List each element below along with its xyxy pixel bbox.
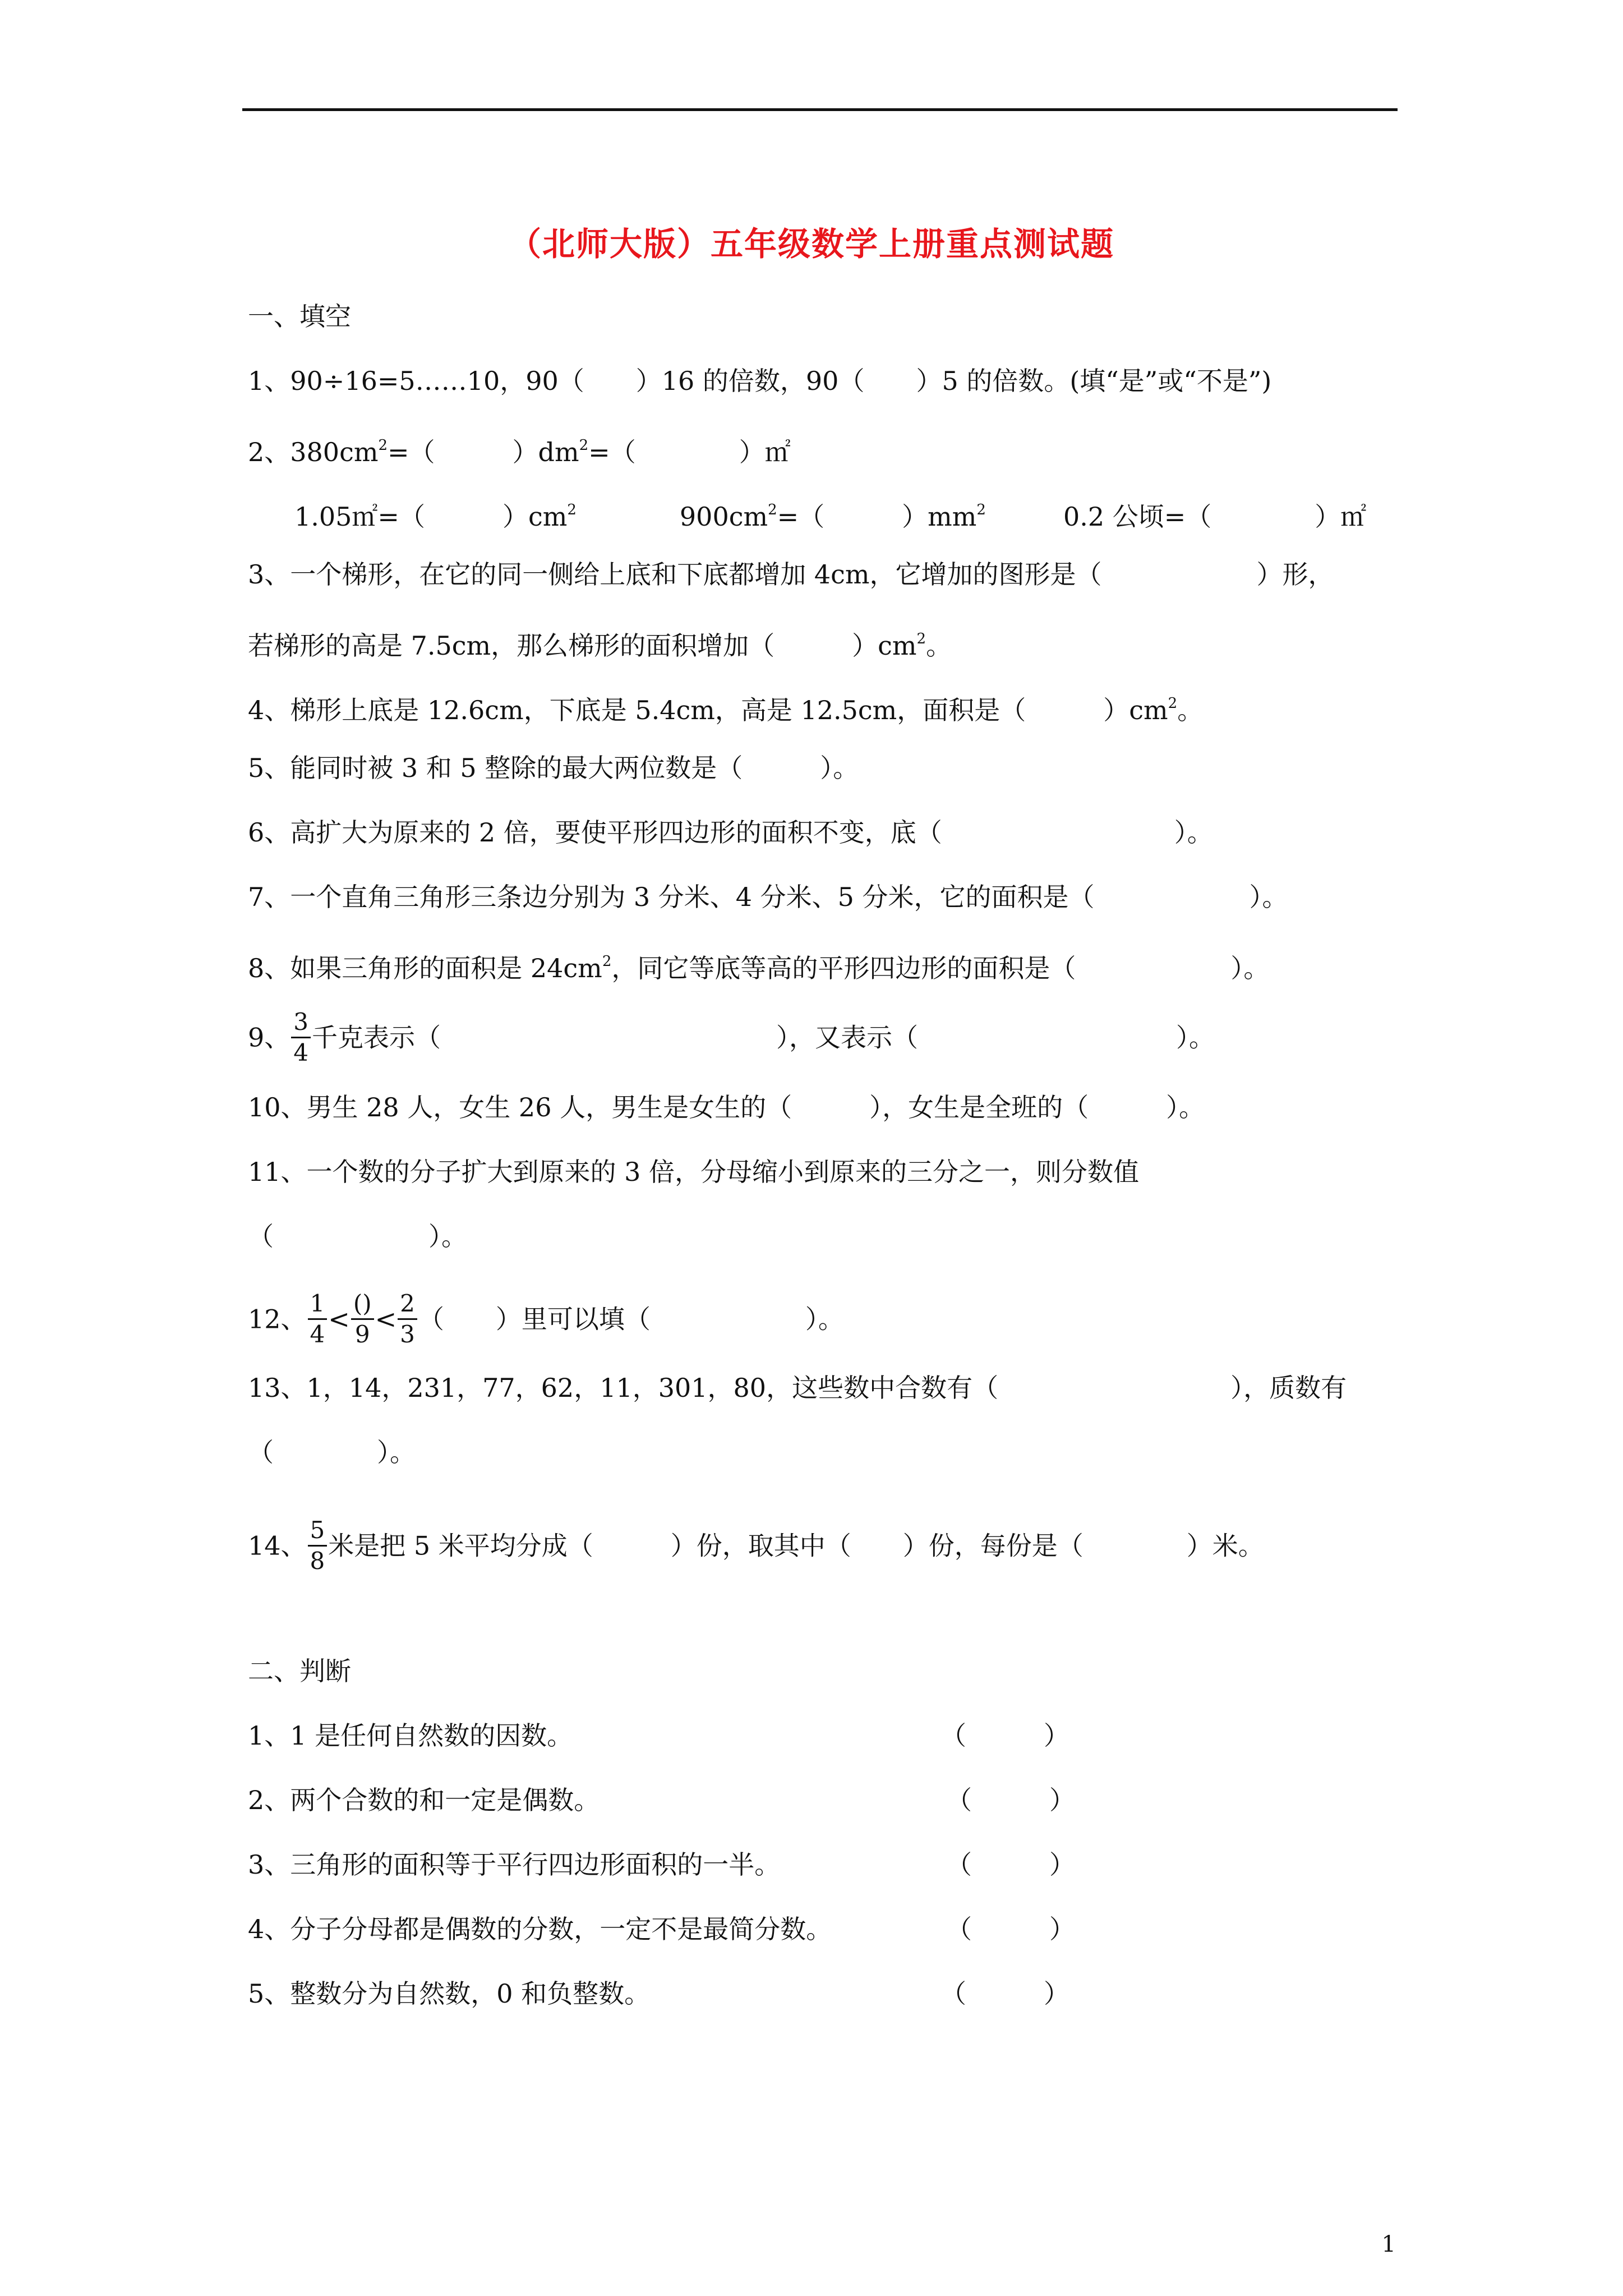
question-11-line-1: 11、一个数的分子扩大到原来的 3 倍，分母缩小到原来的三分之一，则分数值: [248, 1157, 1140, 1187]
question-5: 5、能同时被 3 和 5 整除的最大两位数是（ ）。: [248, 753, 859, 783]
question-9: 9、 $\frac{3}{4}$ 千克表示（ ），又表示（ ）。: [248, 1008, 1215, 1066]
question-14: 14、 $\frac{5}{8}$ 米是把 5 米平均分成（ ）份，取其中（ ）份，每份是（ ）米。: [248, 1516, 1264, 1575]
question-12: 12、 $\frac{1}{4}$ < $\frac{()}{9}$ < $\frac{2}{3}$ （ ）里可以填（ ）。: [248, 1290, 844, 1348]
judge-item-4: 4、分子分母都是偶数的分数，一定不是最简分数。 （ ）: [248, 1914, 1075, 1944]
section-2-heading: 二、判断: [248, 1656, 351, 1686]
question-6: 6、高扩大为原来的 2 倍，要使平形四边形的面积不变，底（ ）。: [248, 817, 1213, 848]
answer-paren: （ ）: [940, 1978, 1069, 2009]
fraction-2-3: $\frac{2}{3}$: [398, 1289, 417, 1349]
answer-paren: （ ）: [946, 1914, 1075, 1944]
page-number: 1: [1381, 2231, 1396, 2257]
question-2-line-1: 2、$380cm^2=$（ ）$dm^2=$（ ）㎡: [248, 437, 791, 467]
answer-paren: （ ）: [946, 1785, 1075, 1815]
question-13-line-1: 13、1，14，231，77，62，11，301，80，这些数中合数有（ ），质数有: [248, 1373, 1347, 1403]
question-2-line-2: 1.05㎡=（ ）$cm^2$ $900cm^2=$（ ）$mm^2$ 0.2 公顷=（ ）㎡: [294, 501, 1367, 532]
question-3-line-2: 若梯形的高是 7.5cm，那么梯形的面积增加（ ）$cm^2$。: [248, 631, 952, 661]
judge-item-5: 5、整数分为自然数，0 和负整数。 （ ）: [248, 1978, 1069, 2009]
question-1: 1、90÷16=5……10，90（ ）16 的倍数，90（ ）5 的倍数。(填“是”或“不是”): [248, 366, 1272, 396]
page-title: （北师大版）五年级数学上册重点测试题: [508, 225, 1114, 263]
fraction-5-8: $\frac{5}{8}$: [308, 1516, 328, 1576]
question-13-line-2: （ ）。: [248, 1437, 416, 1467]
question-11-line-2: （ ）。: [248, 1221, 467, 1251]
question-8: 8、如果三角形的面积是 $24cm^2$，同它等底等高的平形四边形的面积是（ ）。: [248, 953, 1270, 983]
judge-item-1: 1、1 是任何自然数的因数。 （ ）: [248, 1720, 1069, 1751]
fraction-blank-9: $\frac{()}{9}$: [351, 1289, 374, 1349]
fraction-3-4: $\frac{3}{4}$: [291, 1007, 311, 1068]
answer-paren: （ ）: [946, 1849, 1075, 1880]
question-3-line-1: 3、一个梯形，在它的同一侧给上底和下底都增加 4cm，它增加的图形是（ ）形，: [248, 559, 1334, 590]
fraction-1-4: $\frac{1}{4}$: [308, 1289, 328, 1349]
judge-item-3: 3、三角形的面积等于平行四边形面积的一半。 （ ）: [248, 1849, 1075, 1880]
header-rule: [242, 108, 1398, 111]
question-4: 4、梯形上底是 12.6cm，下底是 5.4cm，高是 12.5cm，面积是（ ）$cm^2$。: [248, 695, 1204, 725]
question-7: 7、一个直角三角形三条边分别为 3 分米、4 分米、5 分米，它的面积是（ ）。: [248, 882, 1288, 912]
section-1-heading: 一、填空: [248, 301, 351, 332]
answer-paren: （ ）: [940, 1720, 1069, 1751]
question-10: 10、男生 28 人，女生 26 人，男生是女生的（ ），女生是全班的（ ）。: [248, 1092, 1205, 1122]
judge-item-2: 2、两个合数的和一定是偶数。 （ ）: [248, 1785, 1075, 1815]
